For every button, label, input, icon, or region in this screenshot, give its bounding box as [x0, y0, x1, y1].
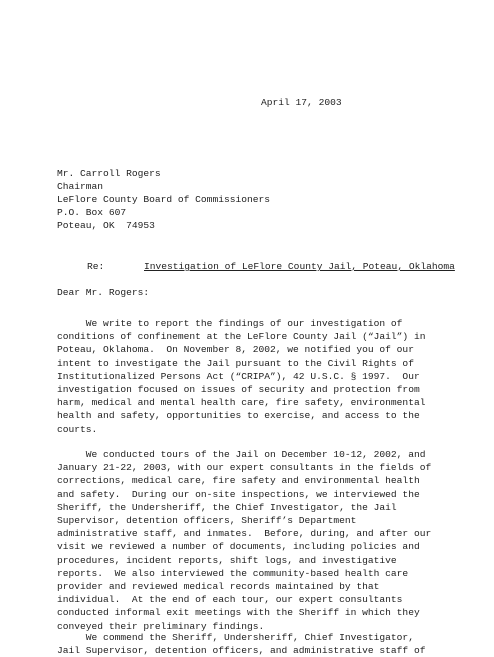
- paragraph-line: Poteau, Oklahoma. On November 8, 2002, we notified you of our: [57, 344, 414, 356]
- paragraph-commendation: [57, 631, 477, 657]
- letter-date: April 17, 2003: [261, 97, 342, 108]
- paragraph-line: provider and reviewed medical records maintained by that: [57, 581, 380, 593]
- paragraph-line: Jail Supervisor, detention officers, and administrative staff of: [57, 645, 426, 657]
- paragraph-findings-intro: [57, 317, 477, 436]
- address-organization: LeFlore County Board of Commissioners: [57, 194, 271, 205]
- paragraph-line: administrative staff, and inmates. Before, during, and after our: [57, 528, 432, 540]
- paragraph-line: We conducted tours of the Jail on December 10-12, 2002, and: [57, 449, 426, 460]
- paragraph-line: conducted informal exit meetings with the Sheriff in which they: [57, 607, 420, 619]
- paragraph-tours: [57, 448, 477, 633]
- paragraph-line: health and safety, opportunities to exercise, and access to the: [57, 410, 420, 422]
- address-name: Mr. Carroll Rogers: [57, 168, 161, 179]
- paragraph-line: We commend the Sheriff, Undersheriff, Chief Investigator,: [57, 632, 414, 643]
- paragraph-line: January 21-22, 2003, with our expert consultants in the fields of: [57, 462, 432, 474]
- address-city: Poteau, OK 74953: [57, 220, 155, 231]
- paragraph-line: We write to report the findings of our investigation of: [57, 318, 403, 329]
- paragraph-line: Sheriff, the Undersheriff, the Chief Investigator, the Jail: [57, 501, 397, 513]
- re-subject: Investigation of LeFlore County Jail, Poteau, Oklahoma: [144, 261, 455, 272]
- address-title: Chairman: [57, 181, 104, 192]
- salutation: Dear Mr. Rogers:: [57, 287, 150, 298]
- address-po-box: P.O. Box 607: [57, 207, 127, 218]
- paragraph-line: and safety. During our on-site inspections, we interviewed the: [57, 488, 420, 500]
- paragraph-line: harm, medical and mental health care, fire safety, environmental: [57, 397, 426, 409]
- paragraph-line: reports. We also interviewed the community-based health care: [57, 567, 409, 579]
- paragraph-line: individual. At the end of each tour, our expert consultants: [57, 594, 403, 606]
- paragraph-line: courts.: [57, 423, 98, 435]
- paragraph-line: corrections, medical care, fire safety and environmental health: [57, 475, 420, 487]
- paragraph-line: intent to investigate the Jail pursuant to the Civil Rights of: [57, 357, 414, 369]
- paragraph-line: visit we reviewed a number of documents, including policies and: [57, 541, 420, 553]
- re-label: Re:: [87, 261, 105, 272]
- paragraph-line: Institutionalized Persons Act (“CRIPA”), 42 U.S.C. § 1997. Our: [57, 370, 420, 382]
- paragraph-line: procedures, incident reports, shift logs, and investigative: [57, 554, 397, 566]
- paragraph-line: Supervisor, detention officers, Sheriff’s Department: [57, 515, 357, 527]
- paragraph-line: conveyed their preliminary findings.: [57, 620, 265, 632]
- paragraph-line: investigation focused on issues of security and protection from: [57, 384, 420, 396]
- paragraph-line: conditions of confinement at the LeFlore County Jail (“Jail”) in: [57, 331, 426, 343]
